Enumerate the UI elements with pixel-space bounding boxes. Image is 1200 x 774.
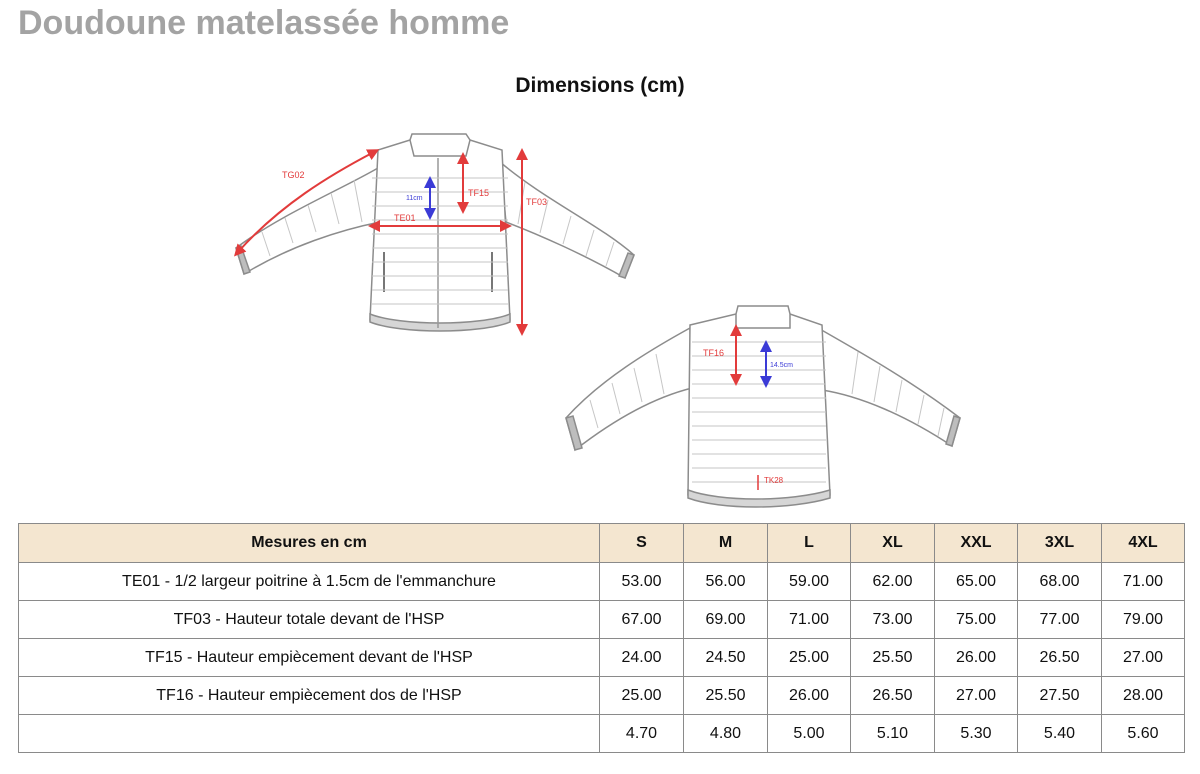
header-size-4xl: 4XL [1102,524,1185,563]
tk28-label: TK28 [764,476,784,485]
table-cell: 5.00 [768,715,851,753]
table-row [19,601,1185,639]
table-row [19,715,1185,753]
table-cell: 27.00 [1102,639,1185,677]
table-cell: 26.00 [935,639,1018,677]
header-size-xl: XL [851,524,935,563]
tf15-label: TF15 [468,188,490,198]
table-row [19,563,1185,601]
header-size-m: M [684,524,768,563]
table-cell: 26.50 [851,677,935,715]
te01-label: TE01 [394,213,416,223]
header-size-s: S [600,524,684,563]
table-cell: 5.60 [1102,715,1185,753]
table-cell: 59.00 [768,563,851,601]
table-cell: 24.00 [600,639,684,677]
table-header-row [19,524,1185,563]
table-cell: 79.00 [1102,601,1185,639]
back-jacket-drawing [566,306,960,507]
size-table [18,523,1185,753]
table-cell: 67.00 [600,601,684,639]
table-cell: 75.00 [935,601,1018,639]
table-cell: 77.00 [1018,601,1102,639]
measure-label: TE01 - 1/2 largeur poitrine à 1.5cm de l'emmanchure [19,563,600,601]
table-cell: 68.00 [1018,563,1102,601]
table-cell: 25.00 [600,677,684,715]
measure-label: TF16 - Hauteur empiècement dos de l'HSP [19,677,600,715]
table-cell: 4.80 [684,715,768,753]
header-size-xxl: XXL [935,524,1018,563]
table-cell: 28.00 [1102,677,1185,715]
page-title: Doudoune matelassée homme [18,4,510,42]
header-measure: Mesures en cm [19,524,600,563]
table-cell: 25.00 [768,639,851,677]
table-cell: 5.30 [935,715,1018,753]
table-cell: 25.50 [684,677,768,715]
table-cell: 65.00 [935,563,1018,601]
measure-label [19,715,600,753]
jacket-diagram [0,110,1200,520]
table-cell: 25.50 [851,639,935,677]
table-cell: 26.00 [768,677,851,715]
table-cell: 56.00 [684,563,768,601]
tf03-label: TF03 [526,197,548,207]
table-cell: 69.00 [684,601,768,639]
table-cell: 73.00 [851,601,935,639]
table-row [19,677,1185,715]
measure-label: TF03 - Hauteur totale devant de l'HSP [19,601,600,639]
table-cell: 62.00 [851,563,935,601]
table-row [19,639,1185,677]
front-collar-measure-label: 11cm [406,195,423,202]
table-cell: 5.10 [851,715,935,753]
tg02-label: TG02 [282,170,305,180]
table-cell: 24.50 [684,639,768,677]
back-collar-measure-label: 14.5cm [770,362,793,369]
table-cell: 53.00 [600,563,684,601]
measure-label: TF15 - Hauteur empiècement devant de l'HSP [19,639,600,677]
table-cell: 5.40 [1018,715,1102,753]
table-cell: 71.00 [1102,563,1185,601]
table-cell: 26.50 [1018,639,1102,677]
table-cell: 27.50 [1018,677,1102,715]
table-cell: 4.70 [600,715,684,753]
table-cell: 27.00 [935,677,1018,715]
section-title: Dimensions (cm) [515,74,685,97]
header-size-l: L [768,524,851,563]
table-cell: 71.00 [768,601,851,639]
tf16-label: TF16 [703,348,725,358]
header-size-3xl: 3XL [1018,524,1102,563]
front-jacket-drawing [236,134,634,331]
